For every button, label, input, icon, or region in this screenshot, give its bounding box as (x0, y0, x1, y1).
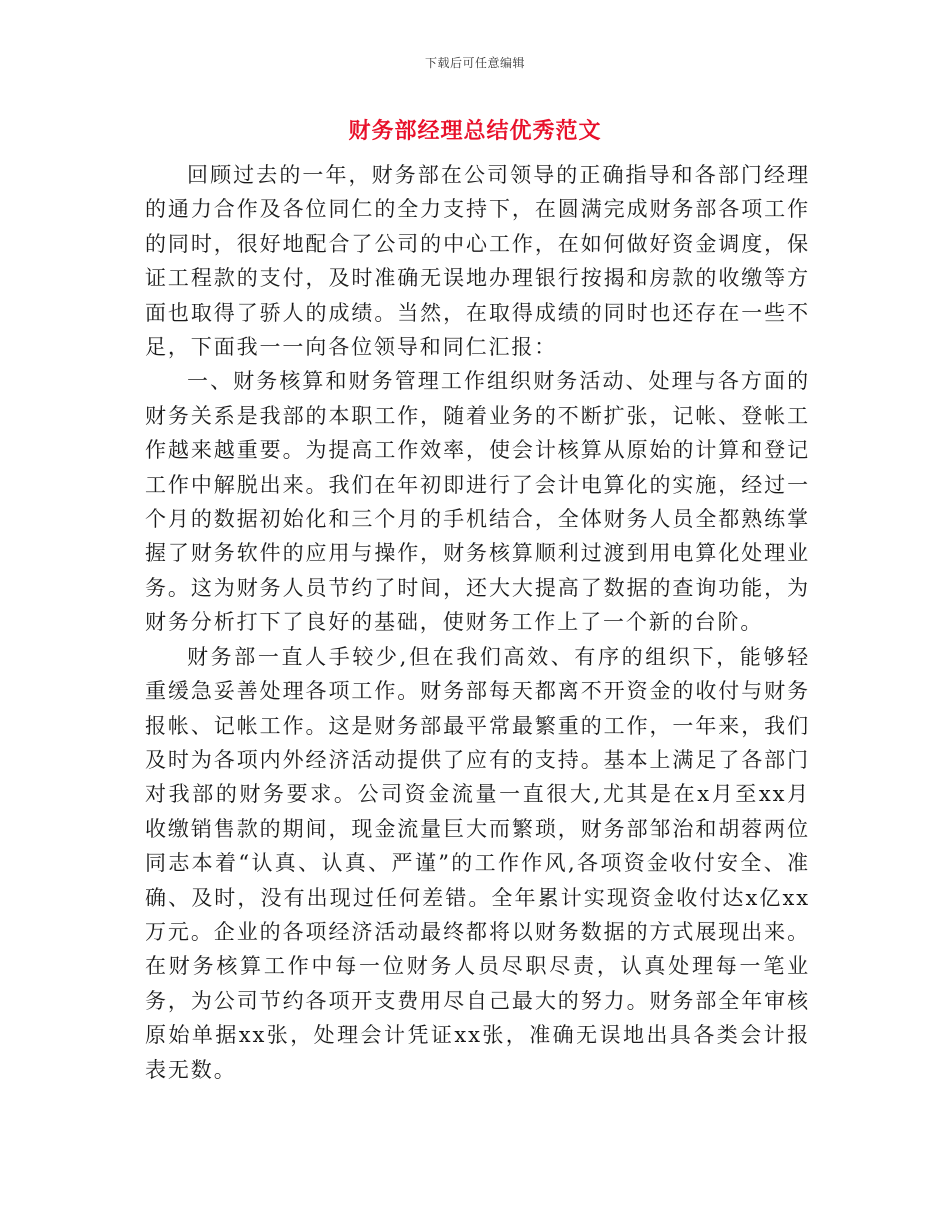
paragraph-intro: 回顾过去的一年，财务部在公司领导的正确指导和各部门经理的通力合作及各位同仁的全力支持下，在圆满完成财务部各项工作的同时，很好地配合了公司的中心工作，在如何做好资金调度，保证工程款的支付，及时准确无误地办理银行按揭和房款的收缴等方面也取得了骄人的成绩。当然，在取得成绩的同时也还存在一些不足，下面我一一向各位领导和同仁汇报： (145, 163, 810, 360)
header-note: 下载后可任意编辑 (424, 56, 525, 70)
paragraph-accounting: 一、财务核算和财务管理工作组织财务活动、处理与各方面的财务关系是我部的本职工作，随着业务的不断扩张，记帐、登帐工作越来越重要。为提高工作效率，使会计核算从原始的计算和登记工作中解脱出来。我们在年初即进行了会计电算化的实施，经过一个月的数据初始化和三个月的手机结合，全体财务人员全都熟练掌握了财务软件的应用与操作，财务核算顺利过渡到用电算化处理业务。这为财务人员节约了时间，还大大提高了数据的查询功能，为财务分析打下了良好的基础，使财务工作上了一个新的台阶。 (145, 369, 810, 635)
document-title: 财务部经理总结优秀范文 (348, 118, 602, 144)
document-body (145, 158, 810, 1087)
paragraph-daily-work: 财务部一直人手较少,但在我们高效、有序的组织下，能够轻重缓急妥善处理各项工作。财务部每天都离不开资金的收付与财务报帐、记帐工作。这是财务部最平常最繁重的工作，一年来，我们及时为各项内外经济活动提供了应有的支持。基本上满足了各部门对我部的财务要求。公司资金流量一直很大,尤其是在x月至xx月收缴销售款的期间，现金流量巨大而繁琐，财务部邹治和胡蓉两位同志本着“认真、认真、严谨”的工作作风,各项资金收付安全、准确、及时，没有出现过任何差错。全年累计实现资金收付达x亿xx万元。企业的各项经济活动最终都将以财务数据的方式展现出来。在财务核算工作中每一位财务人员尽职尽责，认真处理每一笔业务，为公司节约各项开支费用尽自己最大的努力。财务部全年审核原始单据xx张，处理会计凭证xx张，准确无误地出具各类会计报表无数。 (145, 644, 810, 1082)
